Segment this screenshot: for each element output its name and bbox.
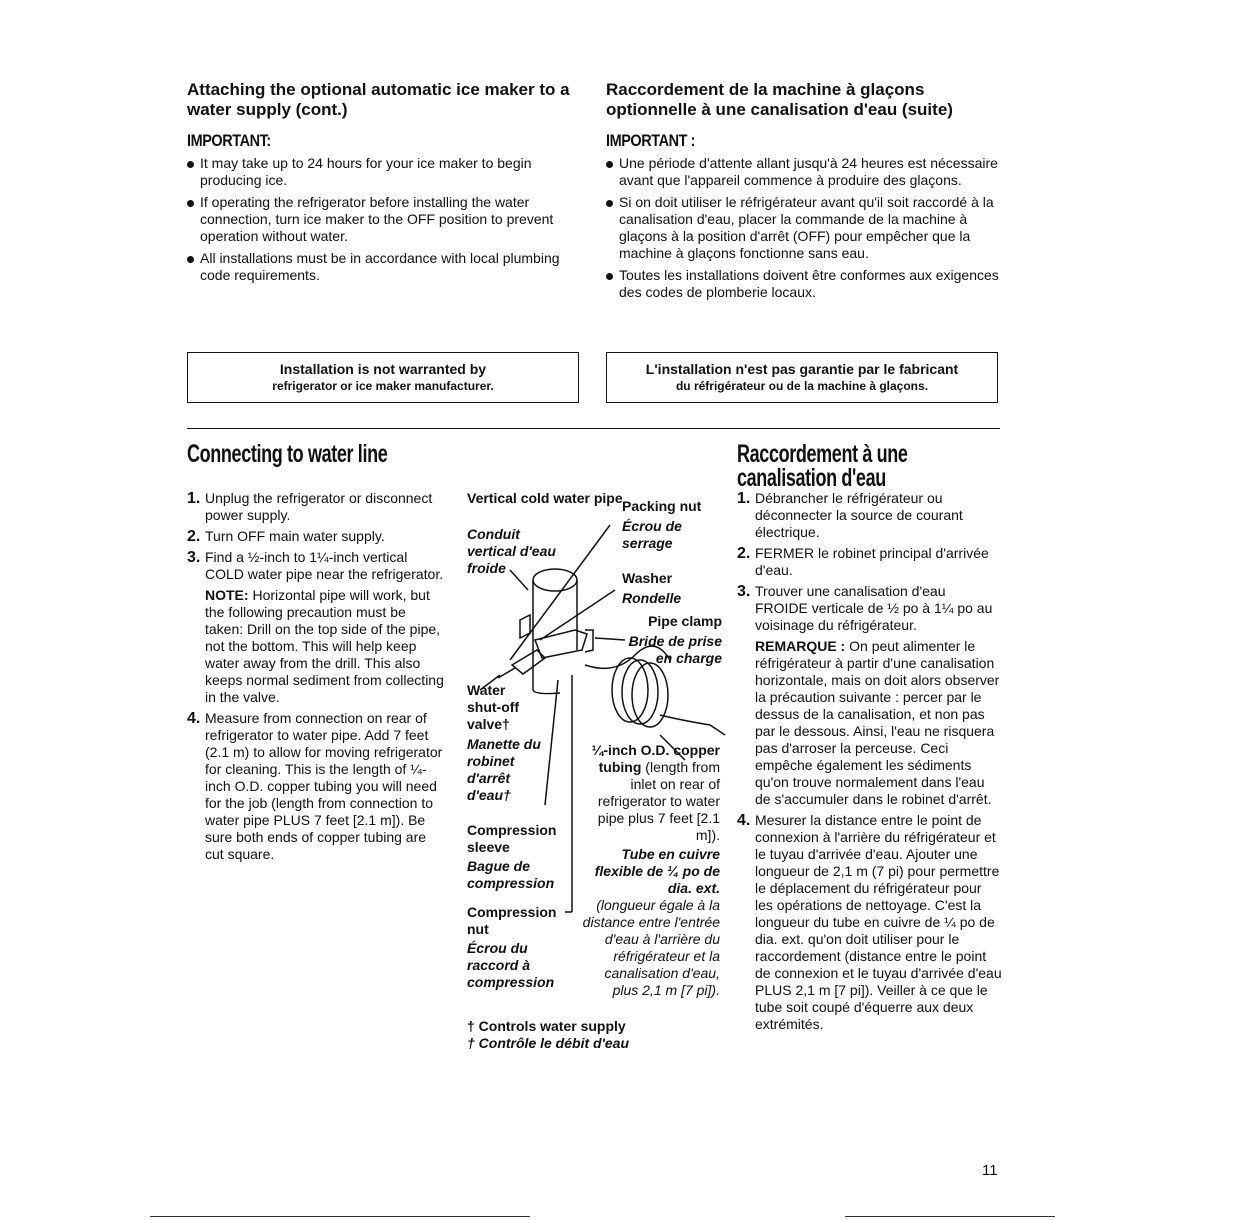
step-text: Mesurer la distance entre le point de connexion à l'arrière du réfrigérateur et le tuyau d'arrivée d'eau. Ajouter une longueur de 2,1 m (7 pi) pour permettre le déplacement du réfrigérateur pour les opérations de nettoyage. C'est la longueur du tube en cuivre de ¼ po de dia. ext. qu'on doit utiliser pour le raccordement (distance entre le point de connexion et le tuyau d'arrivée d'eau PLUS 2,1 m [7 pi]). Veiller à ce que le tube soit coupé d'équerre aux deux extrémités.: [755, 812, 1002, 1032]
important-label: IMPORTANT :: [606, 131, 695, 150]
step-item: [737, 812, 1002, 1033]
step-number: 1.: [187, 490, 201, 507]
label-valve-fr: Manette du robinet d'arrêt d'eau†: [467, 736, 541, 803]
bullet-item: Une période d'attente allant jusqu'à 24 heures est nécessaire avant que l'appareil commence à produire des glaçons.: [606, 155, 1001, 189]
label-sleeve-en: Compression sleeve: [467, 822, 557, 855]
box-line: du réfrigérateur ou de la machine à glaçons.: [675, 379, 929, 393]
label-washer-en: Washer: [622, 570, 673, 586]
box-line: refrigerator or ice maker manufacturer.: [272, 379, 494, 393]
tubing-fr-bold: Tube en cuivre flexible de ¼ po de dia. ext.: [594, 846, 720, 896]
bullet-item: It may take up to 24 hours for your ice maker to begin producing ice.: [187, 155, 577, 189]
box-line: Installation is not warranted by: [279, 361, 487, 377]
label-packing-en: Packing nut: [622, 498, 702, 514]
section-divider: [187, 428, 1000, 429]
step-item: [737, 545, 1002, 579]
right-intro: [606, 80, 1001, 306]
step-text: Measure from connection on rear of refrigerator to water pipe. Add 7 feet (2.1 m) to allow for moving refrigerator for cleaning. This is the length of ¼-inch O.D. copper tubing you will need for the job (length from connection to water pipe PLUS 7 feet [2.1 m]). Be sure both ends of copper tubing are cut square.: [205, 710, 443, 862]
bullet-item: If operating the refrigerator before installing the water connection, turn ice maker to the OFF position to prevent operation without water.: [187, 194, 577, 245]
section-title-fr: Raccordement à une canalisation d'eau: [737, 440, 908, 492]
footnote-fr: † Contrôle le débit d'eau: [467, 1035, 630, 1051]
step-item: [737, 490, 1002, 541]
note-label: NOTE:: [205, 587, 249, 603]
label-packing-fr: Écrou de serrage: [622, 518, 682, 551]
step-text: Trouver une canalisation d'eau FROIDE verticale de ½ po à 1¼ po au voisinage du réfrigérateur.: [755, 583, 993, 633]
step-text: Débrancher le réfrigérateur ou déconnecter la source de courant électrique.: [755, 490, 963, 540]
right-bullets: [606, 155, 1001, 301]
step-text: Unplug the refrigerator or disconnect power supply.: [205, 490, 433, 523]
label-clamp-fr: Bride de prise en charge: [628, 633, 722, 666]
step-item: [187, 710, 447, 863]
label-clamp-en: Pipe clamp: [648, 613, 722, 629]
label-pipe-en: Vertical cold water pipe: [467, 490, 623, 506]
step-text: FERMER le robinet principal d'arrivée d'eau.: [755, 545, 989, 578]
step-number: 4.: [737, 812, 751, 829]
label-nut-fr: Écrou du raccord à compression: [467, 940, 555, 990]
left-heading: Attaching the optional automatic ice maker to a water supply (cont.): [187, 80, 570, 119]
left-intro: [187, 80, 577, 289]
step-note: [755, 638, 1002, 808]
step-number: 3.: [737, 583, 751, 600]
tubing-en-text: (length from inlet on rear of refrigerator to water pipe plus 7 feet [2.1 m]).: [597, 759, 720, 843]
bottom-rule-right: [845, 1216, 1055, 1217]
right-heading: Raccordement de la machine à glaçons optionnelle à une canalisation d'eau (suite): [606, 80, 953, 119]
bullet-item: All installations must be in accordance with local plumbing code requirements.: [187, 250, 577, 284]
step-item: [187, 528, 447, 545]
clamp-illustration: [498, 615, 593, 678]
bottom-rule-left: [150, 1216, 530, 1217]
steps-en: [187, 490, 447, 867]
label-sleeve-fr: Bague de compression: [467, 858, 555, 891]
warranty-box-en: [187, 352, 579, 403]
note-text: Horizontal pipe will work, but the following precaution must be taken: Drill on the top side of the pipe, not the bottom. This will help keep water away from the drill. This also keeps normal sediment from collecting in the valve.: [205, 587, 444, 705]
step-number: 2.: [187, 528, 201, 545]
step-number: 1.: [737, 490, 751, 507]
step-number: 4.: [187, 710, 201, 727]
label-nut-en: Compression nut: [467, 904, 557, 937]
step-text: Find a ½-inch to 1¼-inch vertical COLD water pipe near the refrigerator.: [205, 549, 444, 582]
note-text: On peut alimenter le réfrigérateur à partir d'une canalisation horizontale, mais on doit alors observer la précaution suivante : percer par le dessus de la canalisation, et non pas par le dessous. Ainsi, l'eau ne risquera pas d'arroser la perceuse. Ceci empêche également les sédiments qu'on trouve normalement dans l'eau de s'accumuler dans le robinet d'arrêt.: [755, 638, 1000, 807]
label-pipe-fr: Conduit vertical d'eau froide: [467, 526, 556, 576]
steps-fr: [737, 490, 1002, 1037]
note-label: REMARQUE :: [755, 638, 846, 654]
step-text: Turn OFF main water supply.: [205, 528, 385, 544]
tubing-en-bold: ¼-inch O.D. copper tubing: [591, 742, 720, 775]
footnote-en: † Controls water supply: [467, 1018, 626, 1034]
step-item: [187, 490, 447, 524]
warranty-box-fr: [606, 352, 998, 403]
step-number: 3.: [187, 549, 201, 566]
box-line: L'installation n'est pas garantie par le fabricant: [645, 361, 959, 377]
step-number: 2.: [737, 545, 751, 562]
bullet-item: Toutes les installations doivent être conformes aux exigences des codes de plomberie locaux.: [606, 267, 1001, 301]
label-tubing-en: [582, 742, 720, 844]
label-tubing-fr: [578, 846, 720, 999]
section-title-en: Connecting to water line: [187, 440, 388, 468]
step-note: [205, 587, 447, 706]
important-label: IMPORTANT:: [187, 131, 271, 150]
left-bullets: [187, 155, 577, 284]
step-item: [737, 583, 1002, 808]
label-washer-fr: Rondelle: [622, 590, 682, 606]
page-number: 11: [982, 1162, 998, 1179]
bullet-item: Si on doit utiliser le réfrigérateur avant qu'il soit raccordé à la canalisation d'eau, placer la commande de la machine à glaçons à la position d'arrêt (OFF) pour empêcher que la machine à glaçons fonctionne sans eau.: [606, 194, 1001, 262]
tubing-fr-text: (longueur égale à la distance entre l'entrée d'eau à l'arrière du réfrigérateur et la canalisation d'eau, plus 2,1 m [7 pi]).: [582, 897, 720, 998]
step-item: [187, 549, 447, 706]
label-valve-en: Water shut-off valve†: [467, 682, 520, 732]
